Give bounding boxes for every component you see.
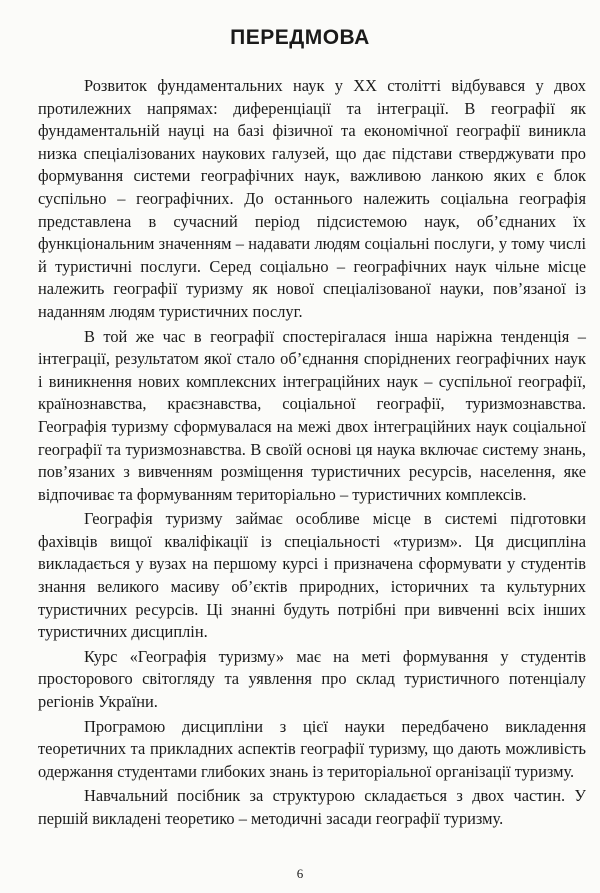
page-number: 6 [296,866,304,881]
document-body [38,75,586,831]
paragraph-1: Розвиток фундаментальних наук у XX столітті відбувався у двох протилежних напрямах: диференціації та інтеграції. В географії як фундаментальній науці на базі фізичної та економічної географії виникла низка спеціалізованих наукових галузей, що дає підстави стверджувати про формування системи географічних наук, важливою ланкою яких є блок суспільно – географічних. До останнього належить соціальна географія представлена в сучасний період підсистемою наук, об’єднаних їх функціональним значенням – надавати людям соціальні послуги, у тому числі й туристичні послуги. Серед соціально – географічних наук чільне місце належить географії туризму як нової спеціалізованої науки, пов’язаної із наданням людям туристичних послуг. [38,76,586,321]
paragraph-4: Курс «Географія туризму» має на меті формування у студентів просторового світогляду та уявлення про склад туристичного потенціалу регіонів України. [38,646,586,712]
paragraph-2: В той же час в географії спостерігалася інша наріжна тенденція – інтеграції, результатом якої стало об’єднання споріднених географічних наук і виникнення нових комплексних інтеграційних наук – суспільної географії, країнознавства, краєзнавства, соціальної географії, туризмознавства. Географія туризму сформувалася на межі двох інтеграційних наук соціальної географії та туризмознавства. В своїй основі ця наука включає систему знань, пов’язаних з вивченням розміщення туристичних ресурсів, населення, яке відпочиває та формуванням територіально – туристичних комплексів. [38,326,586,504]
paragraph-5: Програмою дисципліни з цієї науки передбачено викладення теоретичних та прикладних аспектів географії туризму, що дають можливість одержання студентами глибоких знань із територіальної організації туризму. [38,716,586,781]
paragraph-6: Навчальний посібник за структурою складається з двох частин. У першій викладені теоретико – методичні засади географії туризму. [38,786,586,828]
page-title: ПЕРЕДМОВА [230,26,370,49]
paragraph-3: Географія туризму займає особливе місце в системі підготовки фахівців вищої кваліфікації із спеціальності «туризм». Ця дисципліна викладається у вузах на першому курсі і призначена сформувати у студентів знання великого масиву об’єктів природних, історичних та культурних туристичних ресурсів. Ці знанні будуть потрібні при вивченні всіх інших туристичних дисциплін. [38,509,586,642]
